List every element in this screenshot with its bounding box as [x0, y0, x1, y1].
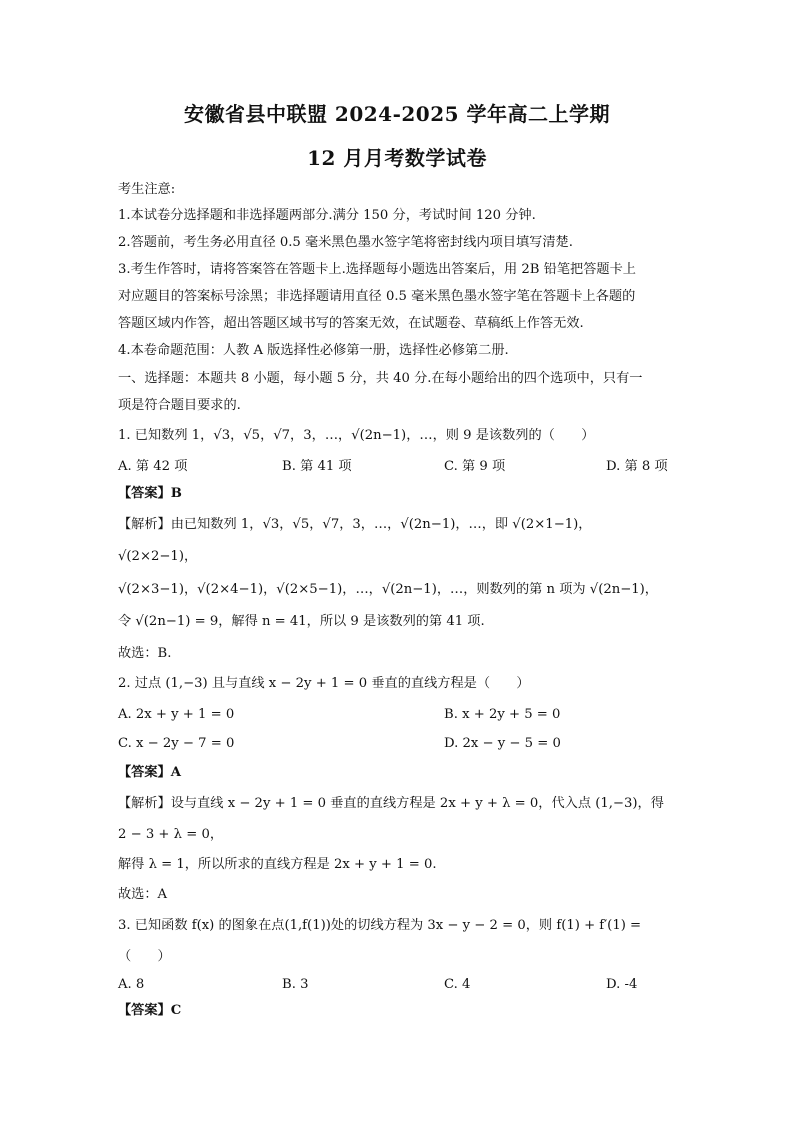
- q2-stem: 2. 过点 (1,−3) 且与直线 x − 2y + 1 = 0 垂直的直线方程是（ ）: [118, 676, 530, 691]
- q2-option-b: B. x + 2y + 5 = 0: [444, 707, 561, 722]
- notice-item-1: 1.本试卷分选择题和非选择题两部分.满分 150 分，考试时间 120 分钟.: [118, 208, 536, 223]
- notice-item-3-cont2: 答题区域内作答，超出答题区域书写的答案无效，在试题卷、草稿纸上作答无效.: [118, 316, 584, 331]
- notice-item-3: 3.考生作答时，请将答案答在答题卡上.选择题每小题选出答案后，用 2B 铅笔把答题卡上: [118, 262, 636, 277]
- q1-analysis-4: 令 √(2n−1) = 9，解得 n = 41，所以 9 是该数列的第 41 项.: [118, 614, 485, 629]
- q3-answer: 【答案】C: [118, 1003, 182, 1018]
- q2-analysis-1: 【解析】设与直线 x − 2y + 1 = 0 垂直的直线方程是 2x + y + λ = 0，代入点 (1,−3)，得: [118, 796, 664, 811]
- q1-answer: 【答案】B: [118, 486, 182, 501]
- q1-stem: 1. 已知数列 1，√3，√5，√7，3，…，√(2n−1)，…，则 9 是该数列的（ ）: [118, 428, 595, 443]
- notice-item-4: 4.本卷命题范围：人教 A 版选择性必修第一册，选择性必修第二册.: [118, 343, 509, 358]
- q3-option-c: C. 4: [444, 977, 471, 992]
- notice-item-2: 2.答题前，考生务必用直径 0.5 毫米黑色墨水签字笔将密封线内项目填写清楚.: [118, 235, 573, 250]
- q2-option-a: A. 2x + y + 1 = 0: [118, 707, 235, 722]
- notice-item-3-cont: 对应题目的答案标号涂黑；非选择题请用直径 0.5 毫米黑色墨水签字笔在答题卡上各题的: [118, 289, 636, 304]
- exam-title-line2: 12 月月考数学试卷: [307, 146, 487, 170]
- exam-title-line1: 安徽省县中联盟 2024-2025 学年高二上学期: [183, 102, 611, 126]
- q1-option-b: B. 第 41 项: [282, 459, 352, 474]
- q3-option-d: D. -4: [606, 977, 638, 992]
- q3-option-a: A. 8: [118, 977, 145, 992]
- q3-option-b: B. 3: [282, 977, 309, 992]
- q2-analysis-3: 解得 λ = 1，所以所求的直线方程是 2x + y + 1 = 0.: [118, 857, 437, 872]
- q2-conclusion: 故选：A: [118, 887, 168, 902]
- q1-analysis-3: √(2×3−1)，√(2×4−1)，√(2×5−1)，…，√(2n−1)，…，则数列的第 n 项为 √(2n−1)，: [118, 582, 658, 597]
- q2-analysis-2: 2 − 3 + λ = 0，: [118, 827, 224, 842]
- q1-analysis-2: √(2×2−1)，: [118, 549, 198, 564]
- q3-stem: 3. 已知函数 f(x) 的图象在点(1,f(1))处的切线方程为 3x − y − 2 = 0，则 f(1) + f′(1) =: [118, 918, 642, 933]
- notice-heading: 考生注意:: [118, 182, 176, 197]
- q1-option-c: C. 第 9 项: [444, 459, 506, 474]
- q1-option-a: A. 第 42 项: [118, 459, 188, 474]
- section-heading-1: 一、选择题：本题共 8 小题，每小题 5 分，共 40 分.在每小题给出的四个选项中，只有一: [118, 371, 643, 386]
- q2-answer: 【答案】A: [118, 765, 181, 780]
- q1-conclusion: 故选：B.: [118, 646, 172, 661]
- q3-stem-paren: （ ）: [118, 949, 171, 964]
- q1-option-d: D. 第 8 项: [606, 459, 668, 474]
- section-heading-2: 项是符合题目要求的.: [118, 398, 241, 413]
- q2-option-d: D. 2x − y − 5 = 0: [444, 736, 561, 751]
- q2-option-c: C. x − 2y − 7 = 0: [118, 736, 235, 751]
- q1-analysis-1: 【解析】由已知数列 1，√3，√5，√7，3，…，√(2n−1)，…，即 √(2×1−1)，: [118, 517, 592, 532]
